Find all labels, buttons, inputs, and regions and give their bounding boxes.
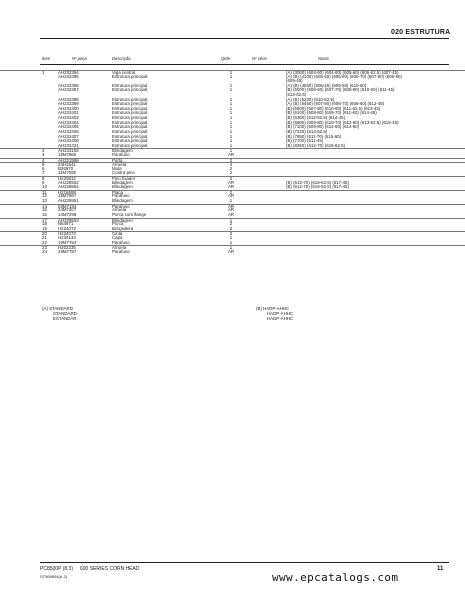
part-description: Parafuso bbox=[112, 248, 130, 254]
item-number: 10 bbox=[42, 184, 47, 190]
part-description: Cinta bbox=[112, 231, 123, 237]
part-description: Estrutura principal bbox=[112, 115, 148, 121]
quantity: 1 bbox=[229, 124, 233, 130]
part-description: Porca bbox=[112, 221, 124, 227]
note: (B) (6100) (608-80) (609-70) (611-60) (614-45) bbox=[286, 110, 377, 116]
note: (B) (5000) (608-60) (607-70) (608-80) (610-60) (611-45) bbox=[286, 87, 395, 93]
part-description: Estrutura principal bbox=[112, 110, 148, 116]
quantity: 1 bbox=[229, 245, 233, 251]
part-number: AH232401 bbox=[58, 110, 79, 116]
part-number: AH232431 bbox=[58, 142, 79, 148]
part-number: AH232395 bbox=[58, 73, 79, 79]
part-description: Contra-pino bbox=[112, 170, 135, 176]
part-number: AH233162 bbox=[58, 148, 79, 154]
part-description: Viga central bbox=[112, 70, 136, 75]
quantity: 2 bbox=[229, 176, 233, 182]
item-number: 2 bbox=[42, 148, 45, 154]
item-number: 13 bbox=[42, 198, 47, 204]
quantity: 1 bbox=[229, 70, 233, 75]
quantity: 1 bbox=[229, 96, 233, 102]
item-number: 24 bbox=[42, 248, 47, 254]
note: (A) (3000) (604-60) (604-80) (605-60) (606-62.5) (607-45) bbox=[286, 70, 399, 75]
part-description: Estrutura principal bbox=[112, 138, 148, 144]
note: (B) (5900) (607-80) (610-60) (611-62.5) (613-45) bbox=[286, 105, 381, 111]
quantity: 1 bbox=[229, 101, 233, 107]
part-number: H220812 bbox=[58, 176, 76, 182]
quantity: 1 bbox=[229, 234, 233, 240]
col-header-part: Nº peça bbox=[72, 56, 87, 61]
footnote-b-line: HADP-AHHC bbox=[267, 315, 294, 321]
quantity: 2 bbox=[229, 170, 233, 176]
quantity: 1 bbox=[229, 87, 233, 93]
quantity: AR bbox=[227, 211, 235, 217]
part-number: H224073 bbox=[58, 231, 76, 237]
quantity: AR bbox=[227, 248, 235, 254]
note: (A) (B) (5220) (610-62.5) bbox=[286, 96, 335, 102]
part-number: 03M7184 bbox=[58, 203, 77, 209]
part-number: 19M7784 bbox=[58, 239, 77, 245]
part-description: Capa bbox=[112, 234, 123, 240]
part-description: Arruela bbox=[112, 245, 127, 251]
part-description: Estrutura principal bbox=[112, 96, 148, 102]
item-number: 9 bbox=[42, 179, 45, 185]
note: (609-45) bbox=[286, 78, 303, 84]
note: (A) (B) (4550) (606-45) (609-50) (610-60) bbox=[286, 82, 367, 88]
item-number: 23 bbox=[42, 245, 47, 251]
quantity: 1 bbox=[229, 217, 233, 223]
part-number: AH232397 bbox=[58, 87, 79, 93]
quantity: 1 bbox=[229, 142, 233, 148]
item-number: 1 bbox=[42, 70, 45, 75]
part-number: AH232406 bbox=[58, 128, 79, 134]
footnote-b-line: (B) HADP-AHHC bbox=[256, 306, 290, 311]
quantity: AR bbox=[227, 207, 235, 213]
page-number: 11 bbox=[437, 566, 444, 572]
quantity: 1 bbox=[229, 198, 233, 204]
footer-title: 600 SERIES CORN HEAD bbox=[80, 566, 140, 572]
quantity: AR bbox=[227, 203, 235, 209]
quantity: 2 bbox=[229, 221, 233, 227]
part-number: AH221998 bbox=[58, 157, 79, 163]
part-description: Estrutura principal bbox=[112, 105, 148, 111]
part-description: Blindagem bbox=[112, 148, 133, 154]
part-number: AH232405 bbox=[58, 124, 79, 130]
part-number: AH232408 bbox=[58, 138, 79, 144]
part-number: AH232394 bbox=[58, 70, 79, 75]
part-description: Blindagem bbox=[112, 198, 133, 204]
quantity: 2 bbox=[229, 231, 233, 237]
part-description: Estrutura principal bbox=[112, 124, 148, 130]
part-description: Arruela bbox=[112, 207, 127, 213]
part-number: AH228552 bbox=[58, 179, 79, 185]
footer-model: PC8500P (8.3) bbox=[40, 566, 73, 572]
quantity: 1 bbox=[229, 133, 233, 139]
footnote-a-line: ESTANDAR bbox=[53, 315, 77, 321]
part-number: 19M7787 bbox=[58, 248, 77, 254]
col-header-quantity: Qtde bbox=[221, 56, 231, 61]
quantity: 2 bbox=[229, 225, 233, 231]
item-number: 12 bbox=[42, 193, 47, 199]
item-number: 4 bbox=[42, 157, 45, 163]
part-description: Estrutura principal bbox=[112, 82, 148, 88]
part-description: Estrutura principal bbox=[112, 73, 148, 79]
quantity: 1 bbox=[229, 148, 233, 154]
part-number: AH228554 bbox=[58, 184, 79, 190]
part-number: H216698 bbox=[58, 189, 76, 195]
note: (A) (B) (5460) (607-80) (608-70) (609-60) (612-45) bbox=[286, 101, 385, 107]
quantity: 1 bbox=[229, 138, 233, 144]
note: (B) (6360) (612-62.5) (614-45) bbox=[286, 115, 346, 121]
quantity: 1 bbox=[229, 73, 233, 79]
footer-code: ST569604(A.2) bbox=[40, 574, 68, 579]
part-number: 19M7867 bbox=[58, 193, 77, 199]
quantity: AR bbox=[227, 179, 235, 185]
quantity: 1 bbox=[229, 115, 233, 121]
item-number: 15 bbox=[42, 207, 47, 213]
part-description: Estrutura principal bbox=[112, 87, 148, 93]
col-header-item: Item bbox=[42, 56, 51, 61]
quantity: 1 bbox=[229, 105, 233, 111]
quantity: 4 bbox=[229, 162, 233, 168]
part-description: Parafuso bbox=[112, 193, 130, 199]
item-number: 17 bbox=[42, 217, 47, 223]
part-description: Blindagem bbox=[112, 179, 133, 185]
quantity: 2 bbox=[229, 165, 233, 171]
part-description: Porta bbox=[112, 157, 123, 163]
part-number: AH228551 bbox=[58, 198, 79, 204]
part-description: Arruela bbox=[112, 162, 127, 168]
part-number: AH232407 bbox=[58, 133, 79, 139]
part-number: AH232402 bbox=[58, 115, 79, 121]
part-number: AH228553 bbox=[58, 217, 79, 223]
part-description: Parafuso bbox=[112, 203, 130, 209]
item-number: 21 bbox=[42, 234, 47, 240]
quantity: 1 bbox=[229, 110, 233, 116]
part-description: Placa bbox=[112, 189, 123, 195]
part-number: H224072 bbox=[58, 225, 76, 231]
item-number: 22 bbox=[42, 239, 47, 245]
note: (B) (6800) (608-80) (610-70) (612-60) (613-62.5) (615-45) bbox=[286, 119, 399, 125]
note: (A) (B) (4100) (605-60) (606-60) (606-70) (607-60) (606-60) bbox=[286, 73, 402, 79]
note: (B) (7700) (611-45) bbox=[286, 138, 324, 144]
part-number: AH232398 bbox=[58, 96, 79, 102]
col-header-serial: Nº série bbox=[252, 56, 267, 61]
part-number: B26970 bbox=[58, 165, 74, 171]
item-number: 20 bbox=[42, 231, 47, 237]
note: (B) (612-70) (616-62.5) (617-45) bbox=[286, 179, 349, 185]
note: (B) (7850) (611-70) (615-60) bbox=[286, 133, 342, 139]
item-number: 11 bbox=[42, 189, 47, 195]
watermark-url: www.epcatalogs.com bbox=[272, 571, 399, 584]
footnote-a bbox=[42, 307, 77, 321]
quantity: AR bbox=[227, 151, 235, 157]
item-number: 19 bbox=[42, 225, 47, 231]
note: (B) (612-70) (616-62.5) (617-45) bbox=[286, 184, 349, 190]
quantity: 1 bbox=[229, 128, 233, 134]
parts-table bbox=[0, 70, 465, 254]
item-number: 7 bbox=[42, 170, 45, 176]
footnote-b bbox=[256, 307, 293, 321]
quantity: 1 bbox=[229, 119, 233, 125]
item-number: 14 bbox=[42, 203, 47, 209]
part-description: Parafuso bbox=[112, 239, 130, 245]
quantity: AR bbox=[227, 184, 235, 190]
col-header-description: Descrição bbox=[112, 56, 131, 61]
part-number: H233134 bbox=[58, 234, 76, 240]
quantity: 2 bbox=[229, 189, 233, 195]
col-header-notes: Notas bbox=[318, 56, 329, 61]
part-number: AH232404 bbox=[58, 119, 79, 125]
part-description: Porca com flange bbox=[112, 211, 147, 217]
part-number: 24H1541 bbox=[58, 162, 76, 168]
item-number: 18 bbox=[42, 221, 47, 227]
part-number: 11M7069 bbox=[58, 170, 76, 176]
quantity: AR bbox=[227, 193, 235, 199]
part-number: H202235 bbox=[58, 245, 76, 251]
footnote-a-line: (A) STANDARD bbox=[42, 306, 73, 311]
quantity: 1 bbox=[229, 82, 233, 88]
header-rule bbox=[40, 38, 449, 39]
item-number: 5 bbox=[42, 162, 45, 168]
part-description: Blindagem bbox=[112, 217, 133, 223]
part-description: Estrutura principal bbox=[112, 133, 148, 139]
part-description: Estrutura principal bbox=[112, 119, 148, 125]
note: (B) (8360) (612-70) (616-62.5) bbox=[286, 142, 346, 148]
item-number: 3 bbox=[42, 151, 45, 157]
part-number: 19M7865 bbox=[58, 151, 77, 157]
note: (B) (7320) (614-62.5) bbox=[286, 128, 328, 134]
item-number: 16 bbox=[42, 211, 47, 217]
item-number: 8 bbox=[42, 176, 45, 182]
part-description: Estrutura principal bbox=[112, 101, 148, 107]
footnote-a-line: STANDARD bbox=[53, 310, 77, 316]
footer-rule bbox=[40, 562, 449, 563]
footnote-b-line: HADP-AHHC bbox=[267, 310, 294, 316]
column-header-rule bbox=[40, 64, 449, 65]
table-row bbox=[0, 250, 465, 255]
part-description: Estrutura principal bbox=[112, 142, 148, 148]
part-number: AH232400 bbox=[58, 105, 79, 111]
item-number: 6 bbox=[42, 165, 45, 171]
quantity: 2 bbox=[229, 157, 233, 163]
note: (B) (7100) (609-80) (612-60) (614-60) bbox=[286, 124, 360, 130]
part-description: Pino fixador bbox=[112, 176, 136, 182]
part-description: Estrutura principal bbox=[112, 128, 148, 134]
part-description: Mola bbox=[112, 165, 122, 171]
part-description: Parafuso bbox=[112, 151, 130, 157]
part-number: 24M7207 bbox=[58, 207, 77, 213]
note: (613-62.5) bbox=[286, 92, 307, 98]
quantity: 1 bbox=[229, 239, 233, 245]
part-number: N64971 bbox=[58, 221, 74, 227]
part-description: Blindagem bbox=[112, 184, 133, 190]
part-number: AH232396 bbox=[58, 82, 79, 88]
part-number: 14M7298 bbox=[58, 211, 77, 217]
part-description: Braçadeira bbox=[112, 225, 134, 231]
part-number: AH232399 bbox=[58, 101, 79, 107]
section-title: 020 ESTRUTURA bbox=[391, 29, 451, 36]
